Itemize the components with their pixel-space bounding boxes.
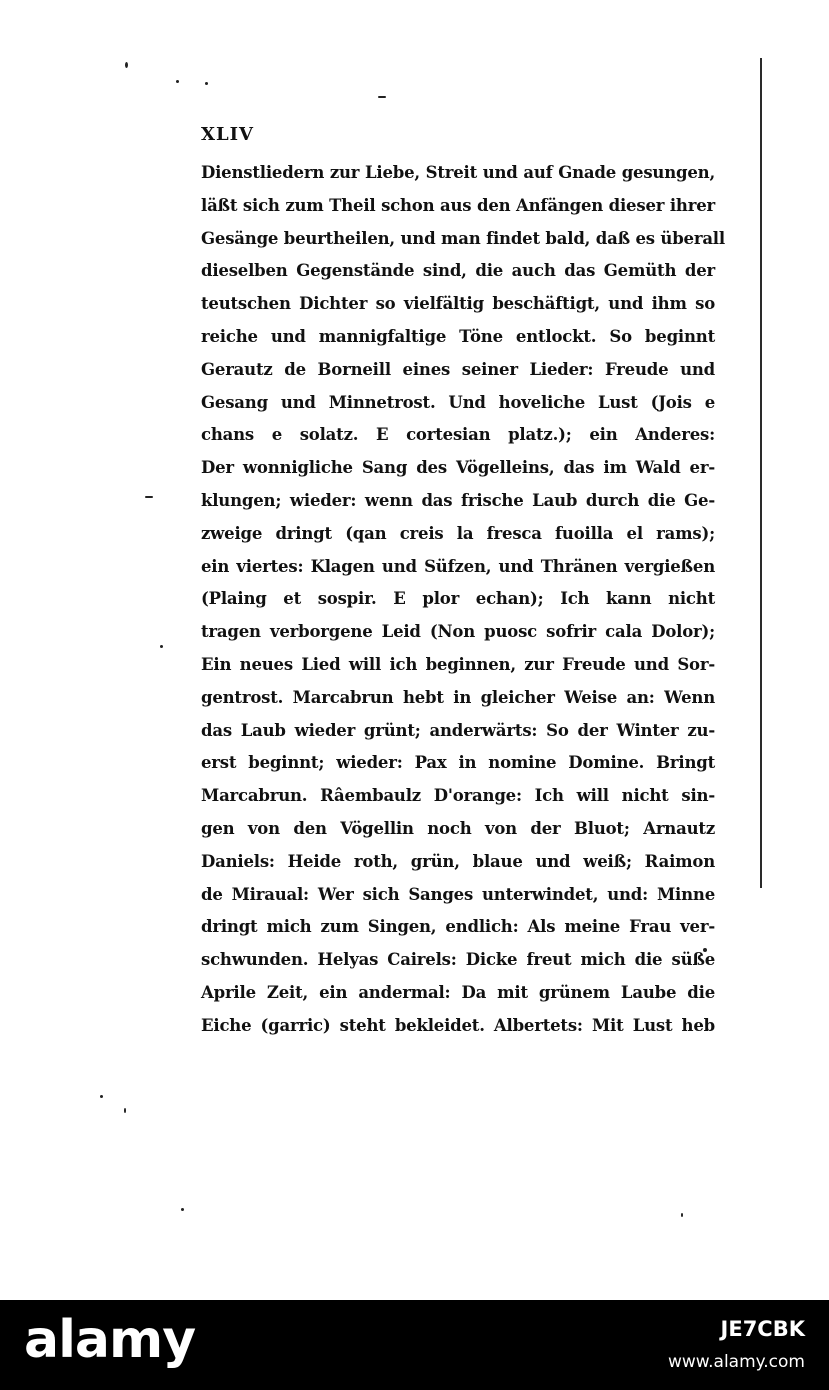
text-line: teutschen Dichter so vielfältig beschäftigt, und ihm so xyxy=(201,294,715,314)
image-id: JE7CBK xyxy=(720,1317,805,1341)
text-line: Dienstliedern zur Liebe, Streit und auf Gnade gesungen, xyxy=(201,163,715,182)
text-line: zweige dringt (qan creis la fresca fuoilla el rams); xyxy=(201,523,715,543)
text-line: (Plaing et sospir. E plor echan); Ich kann nicht xyxy=(201,589,715,609)
text-line: dringt mich zum Singen, endlich: Als meine Frau ver- xyxy=(201,917,715,937)
text-line: Gerautz de Borneill eines seiner Lieder: Freude und xyxy=(201,359,715,379)
text-line: gen von den Vögellin noch von der Bluot; Arnautz xyxy=(201,818,715,838)
ink-speck xyxy=(125,62,128,68)
text-line: dieselben Gegenstände sind, die auch das Gemüth der xyxy=(201,261,715,281)
ink-speck xyxy=(205,82,208,85)
text-line: Ein neues Lied will ich beginnen, zur Freude und Sor- xyxy=(201,654,715,674)
ink-speck xyxy=(378,96,386,98)
ink-speck xyxy=(145,496,153,498)
ink-speck xyxy=(176,80,179,83)
text-line: Der wonnigliche Sang des Vögelleins, das im Wald er- xyxy=(201,458,715,478)
page-edge-line xyxy=(760,58,762,888)
ink-speck xyxy=(181,1208,184,1211)
text-line: de Miraual: Wer sich Sanges unterwindet, und: Minne xyxy=(201,884,715,904)
text-line: chans e solatz. E cortesian platz.); ein Anderes: xyxy=(201,425,715,445)
text-line: das Laub wieder grünt; anderwärts: So der Winter zu- xyxy=(201,720,715,740)
text-line: läßt sich zum Theil schon aus den Anfängen dieser ihrer xyxy=(201,195,715,215)
text-line: schwunden. Helyas Cairels: Dicke freut mich die süße xyxy=(201,950,715,970)
ink-speck xyxy=(681,1213,683,1217)
text-line: reiche und mannigfaltige Töne entlockt. So beginnt xyxy=(201,326,715,346)
text-line: klungen; wieder: wenn das frische Laub durch die Ge- xyxy=(201,490,715,510)
text-line: Aprile Zeit, ein andermal: Da mit grünem Laube die xyxy=(201,982,715,1002)
site-url: www.alamy.com xyxy=(667,1352,805,1372)
ink-speck xyxy=(160,645,163,648)
text-line: ein viertes: Klagen und Süfzen, und Thränen vergießen xyxy=(201,556,715,576)
text-line: gentrost. Marcabrun hebt in gleicher Weise an: Wenn xyxy=(201,687,715,707)
ink-speck xyxy=(100,1095,103,1098)
text-line: tragen verborgene Leid (Non puosc sofrir cala Dolor); xyxy=(201,622,715,642)
text-line: Gesang und Minnetrost. Und hoveliche Lust (Jois e xyxy=(201,392,715,412)
text-line: Gesänge beurtheilen, und man findet bald, daß es überall xyxy=(201,228,725,248)
text-line: Marcabrun. Râembaulz D'orange: Ich will nicht sin- xyxy=(201,786,715,806)
ink-speck xyxy=(124,1108,126,1113)
text-line: Eiche (garric) steht bekleidet. Albertets: Mit Lust heb xyxy=(201,1015,715,1035)
brand-logo: alamy xyxy=(24,1310,196,1370)
body-text xyxy=(201,157,725,1043)
text-line: Daniels: Heide roth, grün, blaue und weiß; Raimon xyxy=(201,851,715,871)
page-number: XLIV xyxy=(201,124,255,145)
text-line: erst beginnt; wieder: Pax in nomine Domine. Bringt xyxy=(201,753,715,773)
watermark-footer xyxy=(0,1300,829,1390)
